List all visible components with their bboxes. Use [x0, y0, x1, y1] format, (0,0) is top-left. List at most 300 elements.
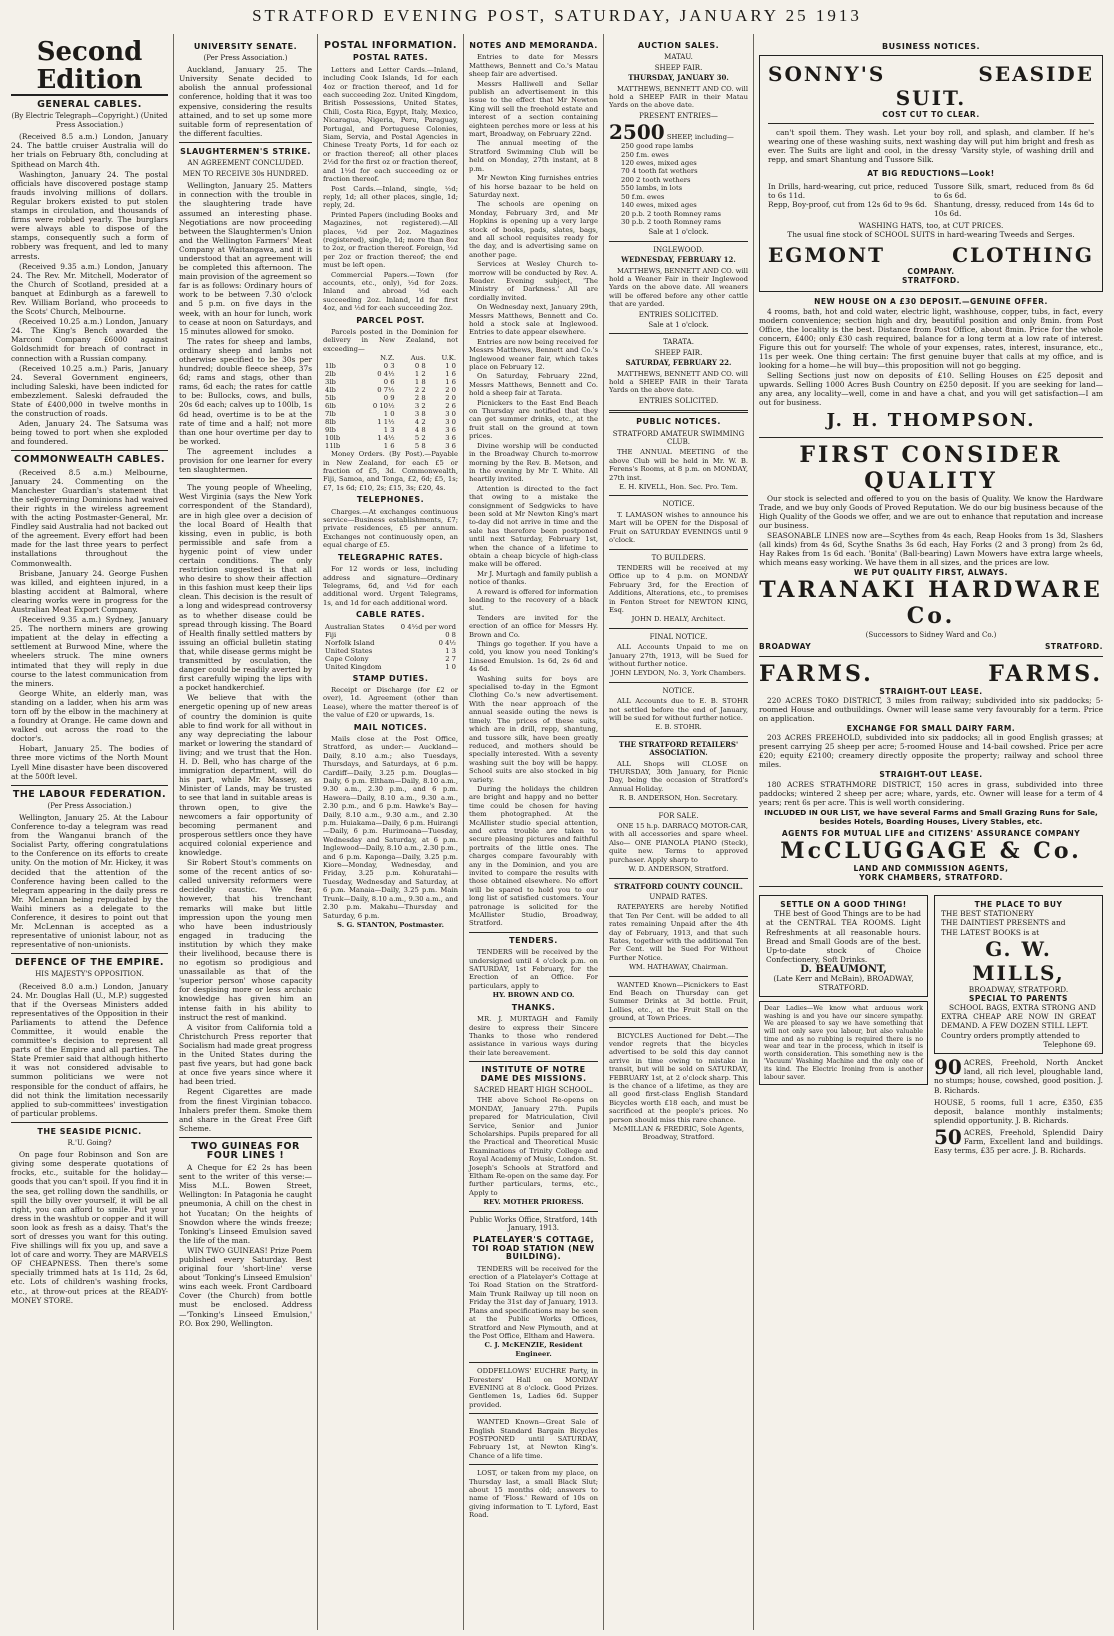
- divider: [609, 1027, 748, 1028]
- ad-text: Our stock is selected and offered to you on the basis of Quality. We know the Hardware Trade, and we buy only Goods of Proved Reputation. We do our big business because of the High Quality of the Goods we offer, and we are out to enhance that reputation and increase our business.: [759, 493, 1103, 530]
- article-paragraph: Mr Newton King furnishes entries of his horse bazaar to be held on Saturday next.: [469, 174, 598, 199]
- table-row: [323, 623, 458, 631]
- ad-subtitle: STRATFORD.: [902, 276, 960, 286]
- article-paragraph: Auckland, January 25. The University Senate decided to abolish the annual professional conference, holding that it was too expensive, considering the results attained, and to set up some more suitable form of representation of the different faculties.: [179, 65, 312, 138]
- table-row: [323, 655, 458, 663]
- sheep-count-line: [609, 120, 748, 145]
- heading-commonwealth-cables: COMMONWEALTH CABLES.: [13, 454, 166, 466]
- column-general-cables: [6, 34, 174, 1630]
- article-paragraph: Things go together. If you have a cold, you know you need Tonking's Linseed Emulsion. 1s 6d, 2s 6d and 4s 6d.: [469, 640, 598, 674]
- ad-signature: E. H. KIVELL, Hon. Sec. Pro. Tem.: [619, 483, 738, 492]
- column-university-senate: [174, 34, 318, 1630]
- newspaper-page: [6, 34, 1108, 1630]
- list-item: 140 ewes, mixed ages: [621, 201, 697, 210]
- table-cell: 3 8: [414, 410, 426, 419]
- ad-title: SEASIDE: [978, 62, 1094, 87]
- article-paragraph: Post Cards.—Inland, single, ½d; reply, 1d; all other places, single, 1d; reply, 2d.: [323, 184, 458, 210]
- article-paragraph: (Received 9.35 a.m.) London, January 24. The Rev. Mr. Mitchell, Moderator of the Church of Scotland, presided at a banquet at Edinburgh as a farewell to Rev. William Borland, who proceeds to the Scots' Church, Melbourne.: [11, 261, 168, 317]
- table-cell: 1 3: [445, 646, 456, 655]
- list-item: 30 p.b. 2 tooth Romney rams: [621, 217, 721, 226]
- list-item: 200 2 tooth wethers: [621, 175, 691, 184]
- column-auction-sales: [604, 34, 754, 1630]
- ad-text: RATEPAYERS are hereby Notified that Ten Per Cent. will be added to all rates remaining Unpaid after the 4th day of February, 1913, and that such Rates, together with the additional Ten Per Cent. will be Sued For Without Further Notice.: [609, 903, 748, 962]
- ad-subtitle: SETTLE ON A GOOD THING!: [780, 900, 907, 910]
- table-cell: 0 6: [383, 378, 395, 387]
- table-body: [323, 623, 458, 671]
- table-cell: 1 8: [414, 378, 426, 387]
- heading-university-senate: UNIVERSITY SENATE.: [193, 42, 298, 51]
- table-cell: United Kingdom: [325, 662, 382, 671]
- table-cell: 1 6: [445, 378, 456, 387]
- ad-text: WANTED Known—Great Sale of English Standard Bargain Bicycles POSTPONED until SATURDAY, February 1st, at Newton King's. Chance of a life time.: [469, 1418, 598, 1460]
- ad-subtitle: AGENTS FOR MUTUAL LIFE and CITIZENS' ASSURANCE COMPANY: [781, 828, 1081, 838]
- subheading: NOTICE.: [662, 500, 695, 509]
- ad-text: ALL Accounts due to E. B. STOHR not settled before the end of January, will be sued for without further notice.: [609, 697, 748, 722]
- ad-text: ACRES, Freehold, North Ancket land, all rich level, ploughable land, no stumps; house, cowshed, good position. J. B. Richards.: [934, 1058, 1103, 1095]
- subheading: FOR SALE.: [658, 811, 699, 820]
- list-item: 550 lambs, in lots: [621, 184, 683, 193]
- article-paragraph: Letters and Letter Cards.—Inland, including Cook Islands, 1d for each 4oz or fraction thereof, and 1d for each succeeding 2oz. United Kingdom, British Possessions, United States, Chili, Costa Rica, Egypt, Italy, Mexico, Nicaragua, Nigeria, Peru, Paraguay, Portugal, and Portuguese Colonies, Siam, Servia, and Postal Agencies in Chinese Treaty Ports, 1d for each oz or fraction thereof; all other places 2½d for the first oz or fraction thereof, and 1½d for each succeeding oz or fraction thereof.: [323, 65, 458, 184]
- article-paragraph: (Received 10.25 a.m.) London, January 24. The King's Bench awarded the Marconi Company £6000 against Goldschmidt for breach of contract in connection with a Russian company.: [11, 317, 168, 363]
- heading-auction-sales: AUCTION SALES.: [637, 41, 720, 50]
- article-paragraph: A Cheque for £2 2s has been sent to the writer of this verse:— Miss M.L. Bowen Street, Wellington: In Patagonia he caught pneumonia, A chill on the chest in hot Yucatan; On the heights of Snowdon where the winds freeze; Tonking's Linseed Emulsion saved the life of the man.: [179, 1163, 312, 1245]
- table-cell: 0 4½: [377, 370, 395, 379]
- table-cell: 5lb: [325, 394, 336, 403]
- heading-labour-federation: THE LABOUR FEDERATION.: [12, 788, 167, 800]
- ad-subtitle: THE PLACE TO BUY: [974, 900, 1063, 910]
- reduction-item: Tussore Silk, smart, reduced from 8s 6d to 6s 6d.: [934, 181, 1094, 200]
- article-paragraph: Wellington, January 25. Matters in connection with the trouble in the slaughtering trade have assumed an interesting phase. Negotiations are now proceeding between the Slaughtermen's Union and the Wellington Farmers' Meat Company at Waitangawa, and it is understood that an agreement will be completed this afternoon. The main provision of the agreement so far is as follows: Ordinary hours of work to be between 7.30 o'clock and 5 p.m. on five days in the week, with an hour for lunch, work to cease at noon on Saturdays, and 15 minutes allowed for smoko.: [179, 181, 312, 336]
- table-cell: 2 0: [445, 394, 456, 403]
- divider: [179, 1137, 312, 1138]
- article-paragraph: (Received 8.0 a.m.) London, January 24. Mr. Douglas Hall (U., M.P.) suggested that if the Overseas Ministers added representatives of the Opposition in their Parliaments to attend the Defence Committee, it would enable the committee's decision to represent all parts of the Empire and all parties. The State Premier said that although hitherto it was not considered advisable to summon politicians we were not responsible for the conduct of affairs, he did not think the limitation necessarily applied to sub-committees' investigation of particular problems.: [11, 981, 168, 1118]
- subheading: TARATA.: [663, 338, 694, 347]
- table-cell: 1 0: [445, 362, 456, 371]
- ad-signature: JOHN D. HEALY, Architect.: [631, 615, 726, 624]
- bottom-ads-right: [934, 891, 1103, 1155]
- ad-text: MATTHEWS, BENNETT AND CO. will hold a SHEEP FAIR in their Matau Yards on the above date.: [609, 84, 748, 110]
- bottom-ads-left: [759, 891, 928, 1155]
- ad-text: BICYCLES Auctioned for Debt.—The vendor regrets that the bicycles advertised to be sold this day cannot arrive in time owing to mistake in transit, but will be sold on SATURDAY, FEBRUARY 1st, at 2 o'clock sharp. This is the chance of a lifetime, as they are all good first-class English Standard Bicycles worth £18 each, and must be sacrificed at the people's prices. No person should miss this rare chance.: [609, 1031, 748, 1124]
- ad-text: The usual fine stock of SCHOOL SUITS in hard-wearing Tweeds and Serges.: [787, 230, 1075, 240]
- heading-platelayer: PLATELAYER'S COTTAGE, TOI ROAD STATION (NEW BUILDING).: [472, 1235, 595, 1262]
- ad-text: ALL Accounts Unpaid to me on January 27th, 1913, will be Sued for without further notice.: [609, 643, 748, 668]
- article-paragraph: Hobart, January 25. The bodies of three more victims of the North Mount Lyell Mine disaster have been discovered at the 500ft level.: [11, 744, 168, 781]
- table-header: [323, 354, 354, 362]
- table-cell: 10lb: [325, 434, 341, 443]
- divider: [11, 450, 168, 451]
- article-paragraph: The young people of Wheeling, West Virginia (says the New York correspondent of the Standard), are in high glee over a decision of the local Board of Health that kissing, even in public, is both permissible and safe from a hygenic point of view under certain conditions. The only restriction suggested is that all who desire to show their affection in this fashion must keep their lips clean. This decision is the result of a long and widespread controversy as to whether disease could be spread through kissing. The Board of Health finally settled matters by issuing an official bulletin stating that, while disease germs might be transmitted by osculation, the danger could be readily averted by first carefully wiping the lips with a pocket handkerchief.: [179, 483, 312, 693]
- ad-text: WANTED Known—Picnickers to East End Beach on Thursday can get Summer Drinks at 3d bottle. Fruit, Lollies, etc., at the Fruit Stall on the ground, at Town Prices.: [609, 980, 748, 1023]
- table-cell: 0 8: [445, 630, 456, 639]
- subheading: HIS MAJESTY'S OPPOSITION.: [35, 970, 144, 979]
- article-paragraph: The schools are opening on Monday, February 3rd, and Mr Hopkins is opening up a very large stock of books, pads, slates, bags, and all school requisites ready for the day, and is advertising same on another page.: [469, 200, 598, 259]
- ad-title: FIRST CONSIDER QUALITY: [799, 441, 1063, 494]
- article-paragraph: A reward is offered for information leading to the recovery of a black slut.: [469, 587, 598, 613]
- subheading: SHEEP FAIR.: [654, 63, 703, 72]
- ad-address: BROADWAY: [759, 642, 812, 652]
- table-cell: 5 2: [414, 434, 426, 443]
- heading-stamp-duties: STAMP DUTIES.: [352, 673, 429, 683]
- ad-vacuum-washing: Dear Ladies—We know what arduous work washing is and you have our sincere sympathy. We are pleased to say we have something that will not only save you labour, but also valuable time and as no rubbing is required there is no wear and tear in the process, which in itself is worth consideration. This something new is the 'Vacuum' Washing Machine and the only one of its kind. The Electric Ironing from is another labour saver.: [759, 1001, 928, 1085]
- list-item: 20 p.b. 2 tooth Romney rams: [621, 209, 721, 218]
- ad-text: THE DAINTIEST PRESENTS and: [941, 918, 1066, 928]
- heading-notes-memoranda: NOTES AND MEMORANDA.: [469, 41, 598, 50]
- table-row: [323, 639, 458, 647]
- table-cell: United States: [325, 646, 373, 655]
- public-works-header: Public Works Office, Stratford, 14th January, 1913.: [469, 1215, 598, 1233]
- table-cell: 4lb: [325, 386, 336, 395]
- ad-text: TENDERS will be received at my Office up to 4 p.m. on MONDAY February 3rd, for the Erection of Additions, Alterations, etc., to premises in Fenton Street for NEWTON KING, Esq.: [609, 563, 748, 614]
- ad-title: McCLUGGAGE & Co.: [780, 838, 1082, 865]
- sheep-count: 2500: [609, 120, 665, 145]
- ad-richards-90: [934, 1055, 1103, 1095]
- ad-subtitle: WE PUT QUALITY FIRST, ALWAYS.: [854, 568, 1008, 578]
- ad-richards-house: HOUSE, 5 rooms, full 1 acre, £350, £35 deposit, balance monthly instalments; splendid opportunity. J. B. Richards.: [934, 1097, 1103, 1125]
- subheading: SATURDAY, FEBRUARY 22.: [625, 358, 732, 368]
- ad-text: ALL Shops will CLOSE on THURSDAY, 30th January, for Picnic Day, being the occasion of Stratford's Annual Holiday.: [609, 759, 748, 793]
- ad-text: Selling Sections just now on deposits of £10. Selling Houses on £25 deposit and upwards. Selling 1000 Acres Bush Country on £250 deposit. If you are seeking for land—any area, any locality—well, come in and have a chat, and you will get satisfaction—I am out for business.: [759, 371, 1103, 408]
- ad-text: SCHOOL BAGS, EXTRA STRONG AND EXTRA CHEAP ARE NOW IN GREAT DEMAND. A FEW DOZEN STILL LEFT.: [941, 1002, 1096, 1030]
- subheading: STRATFORD COUNTY COUNCIL.: [614, 881, 743, 891]
- ad-signature: W. D. ANDERSON, Stratford.: [628, 865, 729, 874]
- article-paragraph: (Received 9.35 a.m.) Sydney, January 25. The northern miners are growing impatient at the delay in effecting a settlement at Burwood Mine, where the wheelers struck. The mine owners intimated that they will reply in due course to the latest communication from the miners.: [11, 615, 168, 688]
- article-paragraph: The rates for sheep and lambs, ordinary sheep and lambs not otherwise specified to be 30s per hundred; double fleece sheep, 37s 6d; rams and stags, other than rams, 6d each; the rates for cattle to be: Bullocks, cows, and bulls, 20s 6d each; calves up to 100lb, 1s 6d head, overtime is to be at the rate of time and a half; not more than one hour overtime per day to be worked.: [179, 336, 312, 446]
- ad-subtitle: SPECIAL TO PARENTS: [969, 993, 1068, 1003]
- ad-gw-mills: [934, 895, 1103, 1054]
- table-row: [323, 647, 458, 655]
- list-item: 50 f.m. ewes: [621, 192, 665, 201]
- parcel-rates-table: [323, 354, 458, 450]
- table-cell: 1 4½: [377, 434, 395, 443]
- divider: [609, 736, 748, 737]
- ad-title: TARANAKI HARDWARE Co.: [759, 577, 1103, 630]
- ad-text: THE LATEST BOOKS is at: [941, 927, 1040, 937]
- divider: [609, 682, 748, 683]
- table-cell: 1 1½: [377, 418, 395, 427]
- heading-business-notices: BUSINESS NOTICES.: [881, 42, 980, 51]
- table-row: [323, 663, 458, 671]
- subheading: PRESENT ENTRIES—: [639, 111, 718, 120]
- table-cell: Norfolk Island: [325, 638, 375, 647]
- table-cell: 0 7½: [377, 386, 395, 395]
- article-paragraph: Charges.—At exchanges continuous service—Business establishments, £7; private residences, £5 per annum. Exchanges not continuously open, an equal charge of £5.: [323, 507, 458, 550]
- divider: [469, 1061, 598, 1062]
- column-business-notices: [754, 34, 1108, 1630]
- ad-title: D. BEAUMONT,: [800, 963, 887, 975]
- ad-text: INCLUDED IN OUR LIST, we have several Farms and Small Grazing Runs for Sale, besides Hotels, Boarding Houses, Livery Stables, etc.: [764, 807, 1098, 826]
- article-paragraph: George White, an elderly man, was standing on a ladder, when his arm was torn off by the elbow in the machinery at a foundry at Orange. He came down and walked out across the road to the doctor's.: [11, 688, 168, 744]
- table-cell: 3 0: [445, 418, 456, 427]
- subheading: UNPAID RATES.: [649, 892, 708, 901]
- article-paragraph: Mails close at the Post Office, Stratford, as under:— Auckland—Daily, 8.10 a.m.; also Tuesdays, Thursdays, and Saturdays, at 6 p.m. Cardiff—Daily, 3.25 p.m. Douglas—Daily, 6 p.m. Eltham—Daily, 8.10 a.m., 9.30 a.m., 2.30 p.m., and 6 p.m. Hawera—Daily, 8.10 a.m., 9.30 a.m., 2.30 p.m., and 6 p.m. Hawke's Bay—Daily, 8.10 a.m., 9.30 a.m., and 2.30 p.m. Huiakama—Daily, 6 p.m. Huirangi—Daily, 6 p.m. Hurimoana—Tuesday, Wednesday and Saturday, at 6 p.m. Inglewood—Daily, 8.10 a.m., 2.30 p.m., and 6 p.m. Kaponga—Daily, 3.25 p.m. Kiore—Monday, Wednesday, and Friday, 3.25 p.m. Kohuratahi—Tuesday, Wednesday and Saturday, at 6 p.m. Manaia—Daily, 3.25 p.m. Main Trunk—Daily, 8.10 a.m., 9.30 a.m., and 2.30 p.m. Makahu—Thursday and Saturday, 6 p.m.: [323, 734, 458, 920]
- divider: [469, 1464, 598, 1465]
- ad-text: 4 rooms, bath, hot and cold water, electric light, washhouse, copper, tubs, in fact, every modern convenience; section high and dry, beautiful position and only 8min. from Post Office, the locality is the best. Distance from Post Office, about 8min. Price for the whole concern, £400; only £30 cash required, balance for a long term at a low rate of interest. Figure this out for yourself: The whole of your expenses, rates, interest, insurance, etc., 11s per week. One thing certain: The first genuine buyer that calls at my office, and is looking for a home—he will buy—this proposition will not go begging.: [759, 306, 1103, 371]
- ad-subtitle: EXCHANGE FOR SMALL DAIRY FARM.: [846, 723, 1016, 733]
- ad-address: (Late Kerr and McBain), BROADWAY, STRATFORD.: [773, 974, 914, 993]
- ad-signature: HY. BROWN AND CO.: [492, 991, 575, 1000]
- article-paragraph: Entries to date for Messrs Matthews, Bennett and Co.'s Matau sheep fair are advertised.: [469, 53, 598, 79]
- article-paragraph: Services at Wesley Church to-morrow will be conducted by Rev. A. Reader. Evening subject, 'The Ministry of Darkness.' All are cordially invited.: [469, 260, 598, 302]
- table-cell: 4 8: [414, 426, 426, 435]
- ad-subtitle: COMPANY.: [907, 267, 955, 277]
- ad-number: 50: [934, 1124, 962, 1149]
- table-row: [323, 434, 458, 442]
- table-cell: Cape Colony: [325, 654, 369, 663]
- ad-address-row: [759, 642, 1103, 651]
- list-item: 120 ewes, mixed ages: [621, 159, 697, 168]
- table-cell: 11lb: [325, 442, 341, 451]
- byline: (Per Press Association.): [47, 801, 132, 810]
- article-paragraph: On page four Robinson and Son are giving some desperate quotations of frocks, etc., suitable for the holiday—goods that you can't spoil. If you find it in the sea, get rolling down the sandhills, or spill the billy over yourself, it will be all right, you can afford to smile. Put your dress in the washtub or copper and it will soon look as fresh as a daisy. That's the sort of dresses you want for this outing. Five shillings will fix you up, and save a lot of care and worry. They are MARVELS OF CHEAPNESS. Then there's some specially trimmed hats at 1s 11d, 2s 6d, etc. Lots of children's washing frocks, etc., at throw-out prices at the READY-MONEY STORE.: [11, 1150, 168, 1305]
- table-cell: 3 2: [414, 402, 426, 411]
- table-row: [323, 631, 458, 639]
- cable-rates-table: [323, 623, 458, 671]
- table-cell: 3 6: [445, 434, 456, 443]
- ad-text: SEASONABLE LINES now are—Scythes from 4s each, Reap Hooks from 1s 3d, Slashers (all kinds) from 4s 6d, Scythe Snaths 3s 6d each, Hay Forks (2 and 3 prong) from 2s 6d, Hay Rakes from 1s 6d each. 'Bonita' (Ball-bearing) Lawn Mowers have extra large wheels, which means easy working. We have them in all sizes, and the prices are low.: [759, 530, 1103, 568]
- table-row: [323, 378, 458, 386]
- second-edition-banner: Second Edition: [11, 38, 168, 96]
- table-header: N.Z.: [380, 354, 395, 363]
- table-cell: 7lb: [325, 410, 336, 419]
- article-paragraph: Divine worship will be conducted in the Broadway Church to-morrow morning by the Rev. B. Metson, and in the evening by Mr T. White. All heartily invited.: [469, 441, 598, 484]
- divider: [609, 495, 748, 496]
- subheading: FINAL NOTICE.: [649, 632, 708, 641]
- article-paragraph: Messrs Halliwell and Sellar publish an advertisement in this issue to the effect that Mr Newton King will sell the freehold estate and interest of a section containing eighteen perches more or less at his mart, Broadway, on February 22nd.: [469, 79, 598, 139]
- heading-thanks: THANKS.: [511, 1002, 556, 1012]
- article-paragraph: We believe that with the energetic opening up of new areas of country the dominion is quite able to find work for all without in any way depreciating the labour market or lowering the standard of living; and we trust that the Hon. H. D. Bell, who has charge of the immigration department, will do his part, while Mr. Massey, as Minister of Lands, may be trusted to see that land in suitable areas is thrown open, to give the newcomers a fair opportunity of becoming permanent and prosperous settlers once they have acquired colonial experience and knowledge.: [179, 693, 312, 857]
- article-paragraph: On Saturday, February 22nd, Messrs Matthews, Bennett and Co. hold a sheep fair at Tarata.: [469, 372, 598, 398]
- reductions-left: [768, 182, 928, 218]
- heading-slaughtermen-strike: SLAUGHTERMEN'S STRIKE.: [180, 146, 311, 156]
- subheading: SACRED HEART HIGH SCHOOL.: [473, 1085, 594, 1094]
- subheading: THURSDAY, JANUARY 30.: [628, 73, 729, 83]
- ad-text: Country orders promptly attended to: [941, 1031, 1080, 1041]
- list-item: 250 good rape lambs: [621, 142, 694, 151]
- article-paragraph: Receipt or Discharge (for £2 or over), 1d. Agreement (other than Lease), where the matter thereof is of the value of £20 or upwards, 1s.: [323, 685, 458, 720]
- table-cell: 3 6: [445, 442, 456, 451]
- ad-text: Telephone 69.: [1043, 1040, 1096, 1050]
- subheading: MATAU.: [664, 53, 693, 62]
- ad-text: THE above School Re-opens on MONDAY, January 27th. Pupils prepared for Matriculation, Civil Service, Senior and Junior Scholarships. Pupils prepared for all the Practical and Theoretical Music Examinations of Trinity College and Royal Academy of Music, London. St. Joseph's Schools at Stratford and Eltham Re-open on the same day. For further particulars, terms, etc., Apply to: [469, 1096, 598, 1197]
- article-paragraph: Sir Robert Stout's comments on some of the recent antics of so-called university reformers were decidedly caustic. We fear, however, that his trenchant remarks will make but little impression upon the young men who have been industriously engaged in traducing the institution by which they make their livelihood, because there is no egotism so prodigious and unassailable as that of the 'superior person' whose capacity for despising more or less archaic knowledge has given him an intense faith in his ability to instruct the rest of mankind.: [179, 858, 312, 1022]
- divider: [609, 241, 748, 242]
- postmaster-signature: S. G. STANTON, Postmaster.: [337, 920, 444, 929]
- article-paragraph: Mr J. Murtagh and family publish a notice of thanks.: [469, 569, 598, 587]
- article-paragraph: Money Orders. (By Post).—Payable in New Zealand, for each £5 or fraction of £5, 3d. Commonwealth, Fiji, Samoa, and Tonga, £2, 6d; £5, 1s; £7, 1s 6d; £10, 2s; £15, 3s; £20, 4s.: [323, 450, 458, 492]
- subheading: ENTRIES SOLICITED.: [638, 396, 719, 405]
- ad-richards-50: [934, 1124, 1103, 1156]
- table-row: [323, 410, 458, 418]
- ad-title-row: [768, 243, 1094, 267]
- ad-text: ODDFELLOWS' EUCHRE Party, in Foresters' Hall on MONDAY EVENING at 8 o'clock. Good Prizes. Gentlemen 1s, Ladies 6d. Supper provided.: [469, 1367, 598, 1409]
- table-cell: 0 8: [414, 362, 426, 371]
- ad-subtitle: AT BIG REDUCTIONS—Look!: [867, 168, 995, 178]
- column-notes-memoranda: [464, 34, 604, 1630]
- article-paragraph: The annual meeting of the Stratford Swimming Club will be held on Monday, 27th instant, at 8 p.m.: [469, 139, 598, 173]
- sale-time: Sale at 1 o'clock.: [648, 320, 709, 329]
- table-row: [323, 418, 458, 426]
- article-paragraph: Brisbane, January 24. George Fushen was killed, and eighteen injured, in a blasting accident at Balmoral, where clearing works were in progress for the Australian Meat Export Company.: [11, 568, 168, 614]
- divider: [768, 123, 1094, 124]
- heading-telegraphic-rates: TELEGRAPHIC RATES.: [337, 552, 444, 562]
- article-paragraph: (Received 8.5 a.m.) Melbourne, January 24. Commenting on the Manchester Guardian's statement that the self-governing Dominions had waived their rights in the wireless agreement with the acting Postmaster-General, Mr. Findley said Australia had not backed out of the agreement. Every effort had been made for the last three years to perfect installations throughout the Commonwealth.: [11, 467, 168, 568]
- table-cell: 2 0: [445, 386, 456, 395]
- article-paragraph: WIN TWO GUINEAS! Prize Poem published every Saturday. Best original four 'short-line' verse about 'Tonking's Linseed Emulsion' wins each week. Front Cardboard Cover (the Church) from bottle must be enclosed. Address—'Tonking's Linseed Emulsion,' P.O. Box 290, Wellington.: [179, 1245, 312, 1328]
- subheading: NOTICE.: [662, 686, 695, 695]
- divider: [11, 785, 168, 786]
- table-cell: 6lb: [325, 402, 336, 411]
- ad-text: THE BEST STATIONERY: [941, 909, 1034, 919]
- table-row: [323, 370, 458, 378]
- ad-text: THE best of Good Things are to be had at the CENTRAL TEA ROOMS. Light Refreshments at all reasonable hours. Bread and Small Goods are of the best. Up-to-date stock of Choice Confectionery, Soft Drinks.: [766, 909, 921, 964]
- divider: [11, 953, 168, 954]
- article-paragraph: Aden, January 24. The Satsuma was being towed to port when she exploded and foundered.: [11, 419, 168, 447]
- article-paragraph: A visitor from California told a Christchurch Press reporter that Socialism had made great progress in the United States during the past five years, but had gone back at once five years since where it had been tried.: [179, 1022, 312, 1087]
- table-body: [323, 362, 458, 450]
- ad-text: THE ANNUAL MEETING of the above Club will be held in Mr. W. B. Ferens's Rooms, at 8 p.m. on MONDAY, 27th inst.: [609, 448, 748, 482]
- ad-title-row: [768, 62, 1094, 86]
- byline: (Per Press Association.): [203, 54, 288, 63]
- ad-egmont-clothing: [759, 55, 1103, 292]
- ad-title: CLOTHING: [952, 243, 1094, 268]
- subheading: THE STRATFORD RETAILERS' ASSOCIATION.: [618, 739, 739, 758]
- divider: [609, 549, 748, 550]
- entries-list: [609, 142, 748, 226]
- ad-text: 220 ACRES TOKO DISTRICT, 3 miles from railway; subdivided into six paddocks; 5-roomed House and outbuildings. Owner will lease same very favourably for a term. Price on application.: [759, 695, 1103, 723]
- divider: [179, 142, 312, 143]
- article-paragraph: Parcels posted in the Dominion for delivery in New Zealand, not exceeding—: [323, 328, 458, 353]
- table-cell: 1 0: [383, 410, 395, 419]
- article-paragraph: Washington, January 24. The postal officials have discovered postage stamp frauds involving millions of dollars. Regular brokers existed to put stolen stamps in circulation, and thousands of firms were robbed yearly. The burglars were always able to dispose of the stamps, consequently such a form of robbery was frequent, and led to many arrests.: [11, 169, 168, 261]
- ad-signature: REV. MOTHER PRIORESS.: [483, 1198, 584, 1207]
- divider: [609, 807, 748, 808]
- article-paragraph: Commercial Papers.—Town (for accounts, etc., only), ½d for 2ozs. Inland and abroad ½d each succeeding 2oz. Inland, 1d for first 4oz, and ½d for each succeeding 2oz.: [323, 270, 458, 313]
- divider: [11, 1122, 168, 1123]
- reductions-right: [934, 182, 1094, 218]
- bottom-ads: [759, 891, 1103, 1155]
- heading-tenders: TENDERS.: [509, 935, 558, 945]
- table-cell: 3 6: [445, 426, 456, 435]
- subheading: AN AGREEMENT CONCLUDED.: [187, 159, 304, 168]
- article-paragraph: Entries are now being received for Messrs Matthews, Bennett and Co.'s Inglewood weaner fair, which takes place on February 12.: [469, 337, 598, 372]
- table-cell: 2 2: [414, 386, 426, 395]
- article-paragraph: Regent Cigarettes are made from the finest Virginian tobacco. Inhalers prefer them. Smoke them and share in the Great Free Gift Scheme.: [179, 1087, 312, 1133]
- heading-two-guineas: TWO GUINEAS FOR FOUR LINES !: [191, 1140, 300, 1161]
- divider: [759, 437, 1103, 438]
- article-paragraph: During the holidays the children are bright and happy and no better time could be chosen for having them photographed. At the McAllister studio special attention, and extra trouble are taken to secure pleasing pictures and faithful portraits of the little ones. The charges compare favourably with any in the Dominion, and you are invited to compare the results with those obtained elsewhere. No effort will be spared to hold you to our long list of satisfied customers. Your patronage is solicited for the McAllister Studio, Broadway, Stratford.: [469, 784, 598, 928]
- ad-text: ONE 15 h.p. DARRACQ MOTOR-CAR, with all accessories and spare wheel. Also— ONE PIANOLA PIANO (Steck), quite new. Terms to approved purchaser. Apply sharp to: [609, 822, 748, 864]
- divider: [759, 656, 1103, 657]
- subheading: STRATFORD AMATEUR SWIMMING CLUB.: [612, 429, 745, 447]
- heading-mail-notices: MAIL NOTICES.: [353, 722, 428, 732]
- ad-text: 203 ACRES FREEHOLD, subdivided into six paddocks; all in good English grasses; at present carrying 25 sheep per acre; 5-roomed House and 14-bail cowshed. Price per acre £20; equity £2100; creamery directly opposite the property; railway and school three miles.: [759, 733, 1103, 770]
- heading-postal-information: POSTAL INFORMATION.: [324, 40, 457, 51]
- divider: [469, 932, 598, 933]
- ad-central-tea-rooms: [759, 895, 928, 997]
- divider: [609, 878, 748, 879]
- table-cell: 0 3: [383, 362, 395, 371]
- ad-title-row: [759, 661, 1103, 687]
- ad-signature: WM. HATHAWAY, Chairman.: [628, 963, 729, 972]
- table-row: [323, 442, 458, 450]
- table-cell: 3 0: [445, 410, 456, 419]
- heading-parcel-post: PARCEL POST.: [356, 315, 425, 325]
- ad-signature: C. J. McKENZIE, Resident Engineer.: [484, 1341, 583, 1358]
- table-cell: 8lb: [325, 418, 336, 427]
- table-cell: 1 6: [445, 370, 456, 379]
- table-cell: 2 8: [414, 394, 426, 403]
- article-paragraph: (Received 10.25 a.m.) Paris, January 24. Several Government engineers, including Saleski, have been indicted for embezzlement. Saleski defrauded the State of £400,000 in twelve months in the construction of roads.: [11, 363, 168, 419]
- table-cell: 4 2: [414, 418, 426, 427]
- table-header-row: [323, 354, 458, 362]
- divider: [759, 886, 1103, 887]
- byline: (By Electric Telegraph—Copyright.) (United Press Association.): [11, 112, 168, 130]
- table-header: U.K.: [441, 354, 456, 363]
- divider: [609, 976, 748, 977]
- ad-signature: McMILLAN & FREDRIC, Sole Agents, Broadway, Stratford.: [612, 1125, 745, 1142]
- subheading: ENTRIES SOLICITED.: [638, 310, 719, 319]
- table-row: [323, 386, 458, 394]
- ad-signature: E. B. STOHR.: [655, 723, 702, 732]
- reduction-item: Repp, Boy-proof, cut from 12s 6d to 9s 6d.: [768, 199, 928, 209]
- heading-cable-rates: CABLE RATES.: [356, 610, 425, 620]
- article-paragraph: Wellington, January 25. At the Labour Conference to-day a telegram was read from the Wanganui branch of the Socialist Party, offering congratulations to the Conference on its efforts to create unity. On the motion of Mr. Hickey, it was decided that the attention of the Conference having been called to the telegram appearing in the daily press re Mr. McLennan being repudiated by the Waihi miners as a delegate to the Conference, it desires to point out that Mr. McLennan is accepted as a representative of unionist labour, not as representative of non-unionists.: [11, 812, 168, 950]
- table-cell: 1 6: [383, 442, 395, 451]
- subheading: R.'U. Going?: [67, 1139, 112, 1148]
- ad-title: SUIT.: [895, 86, 967, 111]
- table-row: [323, 426, 458, 434]
- list-item: 250 f.m. ewes: [621, 150, 669, 159]
- divider: [469, 1362, 598, 1363]
- subheading: MEN TO RECEIVE 30s HUNDRED.: [182, 170, 309, 179]
- table-header: Aus.: [410, 354, 426, 363]
- divider: [609, 410, 748, 413]
- divider: [609, 333, 748, 334]
- ad-subtitle: STRAIGHT-OUT LEASE.: [879, 770, 983, 780]
- divider: [179, 478, 312, 479]
- article-paragraph: For 12 words or less, including address and signature—Ordinary Telegrams, 6d, and ½d for each additional word. Urgent Telegrams, 1s, and 1d for each additional word.: [323, 565, 458, 607]
- ad-signature: JOHN LEYDON, No. 3, York Chambers.: [611, 669, 746, 678]
- table-cell: 5 8: [414, 442, 426, 451]
- ad-subtitle: YORK CHAMBERS, STRATFORD.: [859, 873, 1003, 883]
- ad-title: FARMS.: [988, 660, 1103, 687]
- reductions-grid: [768, 182, 1094, 218]
- ad-subtitle: LAND AND COMMISSION AGENTS,: [853, 864, 1009, 874]
- article-paragraph: (Received 8.5 a.m.) London, January 24. The battle cruiser Australia will do her trials on February 8th, concluding at Spithead on March 4th.: [11, 132, 168, 169]
- heading-institute: INSTITUTE OF NOTRE DAME DES MISSIONS.: [480, 1065, 587, 1083]
- heading-defence-empire: DEFENCE OF THE EMPIRE.: [14, 957, 165, 969]
- heading-postal-rates: POSTAL RATES.: [352, 53, 429, 63]
- ad-title: SONNY'S: [768, 62, 886, 87]
- article-paragraph: The agreement includes a provision for one learner for every ten slaughtermen.: [179, 446, 312, 475]
- table-row: [323, 362, 458, 370]
- table-cell: 3lb: [325, 378, 336, 387]
- table-cell: 1 2: [414, 370, 426, 379]
- ad-title: G. W. MILLS,: [972, 936, 1065, 985]
- ad-number: 90: [934, 1055, 962, 1080]
- ad-subtitle: COST CUT TO CLEAR.: [882, 110, 980, 120]
- table-cell: 2lb: [325, 370, 336, 379]
- ad-text: MATTHEWS, BENNETT AND CO. will hold a SHEEP FAIR in their Tarata Yards on the above date.: [609, 369, 748, 395]
- reduction-item: Shantung, dressy, reduced from 14s 6d to 10s 6d.: [934, 199, 1094, 218]
- column-postal-information: [318, 34, 464, 1630]
- divider: [469, 1211, 598, 1212]
- table-cell: 1lb: [325, 362, 336, 371]
- ad-text: MATTHEWS, BENNETT AND CO. will hold a Weaner Fair in their Inglewood Yards on the above date. All weaners will be offered before any other cattle that are yarded.: [609, 266, 748, 309]
- ad-text: T. LAMASON wishes to announce his Mart will be OPEN for the Disposal of Fruit on SATURDAY EVENINGS until 9 o'clock.: [609, 510, 748, 545]
- ad-title: J. H. THOMPSON.: [826, 409, 1036, 431]
